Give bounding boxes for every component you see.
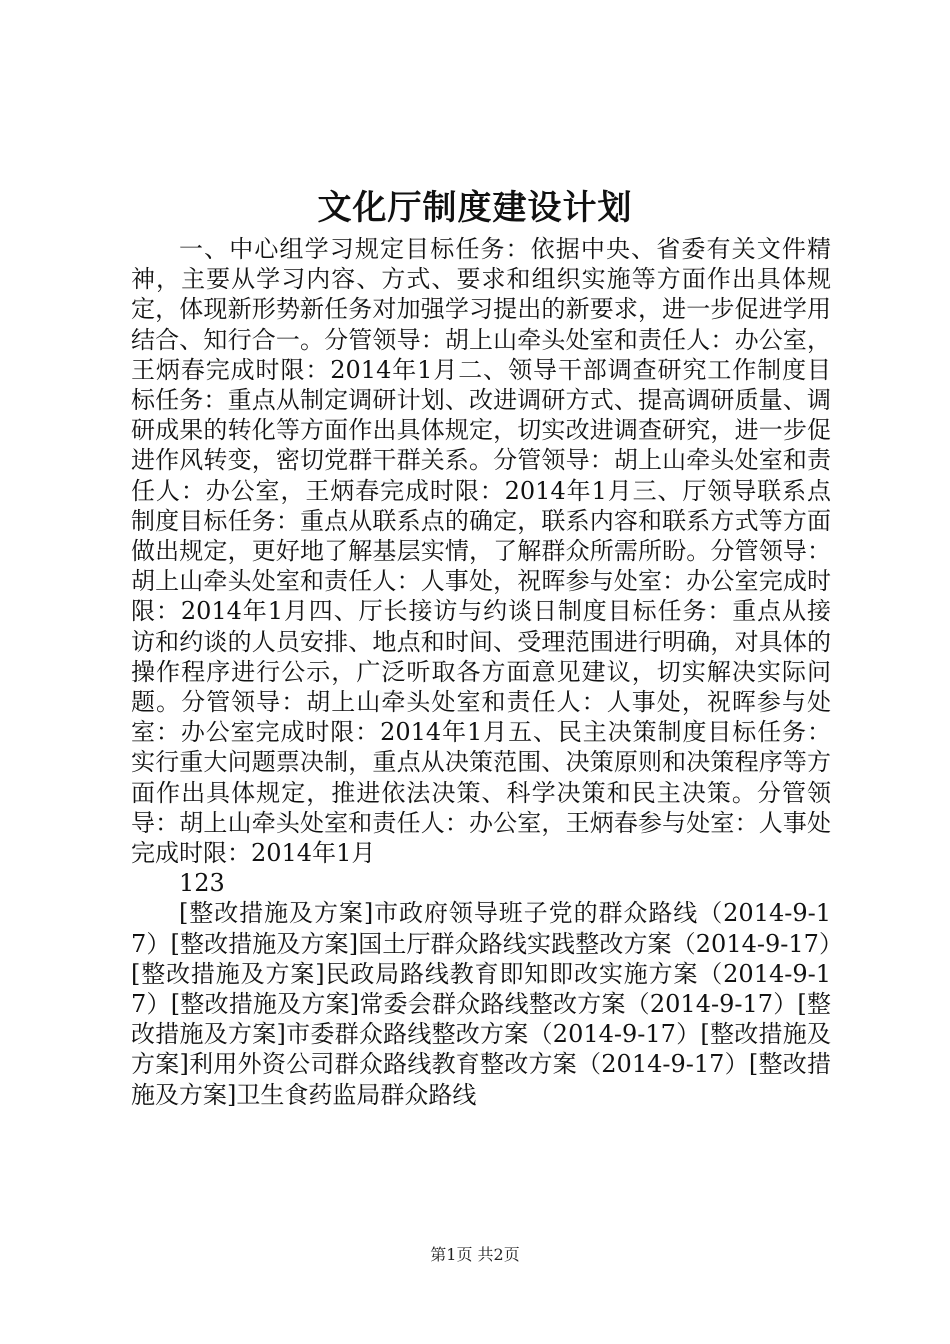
body-paragraph-2: [整改措施及方案]市政府领导班子党的群众路线（2014-9-17）[整改措施及方案]国土厅群众路线实践整改方案（2014-9-17）[整改措施及方案]民政局路线教育即知即改实施方案（2014-9-17）[整改措施及方案]常委会群众路线整改方案（2014-9-17）[整改措施及方案]市委群众路线整改方案（2014-9-17）[整改措施及方案]利用外资公司群众路线教育整改方案（2014-9-17）[整改措施及方案]卫生食药监局群众路线 bbox=[131, 899, 831, 1109]
document-body bbox=[131, 234, 831, 1110]
body-paragraph-1: 一、中心组学习规定目标任务：依据中央、省委有关文件精神，主要从学习内容、方式、要求和组织实施等方面作出具体规定，体现新形势新任务对加强学习提出的新要求，进一步促进学用结合、知行合一。分管领导：胡上山牵头处室和责任人：办公室，王炳春完成时限：2014年1月二、领导干部调查研究工作制度目标任务：重点从制定调研计划、改进调研方式、提高调研质量、调研成果的转化等方面作出具体规定，切实改进调查研究，进一步促进作风转变，密切党群干群关系。分管领导：胡上山牵头处室和责任人：办公室，王炳春完成时限：2014年1月三、厅领导联系点制度目标任务：重点从联系点的确定，联系内容和联系方式等方面做出规定，更好地了解基层实情，了解群众所需所盼。分管领导：胡上山牵头处室和责任人：人事处，祝晖参与处室：办公室完成时限：2014年1月四、厅长接访与约谈日制度目标任务：重点从接访和约谈的人员安排、地点和时间、受理范围进行明确，对具体的操作程序进行公示，广泛听取各方面意见建议，切实解决实际问题。分管领导：胡上山牵头处室和责任人：人事处，祝晖参与处室：办公室完成时限：2014年1月五、民主决策制度目标任务：实行重大问题票决制，重点从决策范围、决策原则和决策程序等方面作出具体规定，推进依法决策、科学决策和民主决策。分管领导：胡上山牵头处室和责任人：办公室，王炳春参与处室：人事处完成时限：2014年1月 bbox=[131, 235, 831, 868]
page-markers: 123 bbox=[179, 869, 225, 898]
page-footer: 第1页 共2页 bbox=[430, 1245, 520, 1264]
document-title: 文化厅制度建设计划 bbox=[317, 188, 633, 228]
